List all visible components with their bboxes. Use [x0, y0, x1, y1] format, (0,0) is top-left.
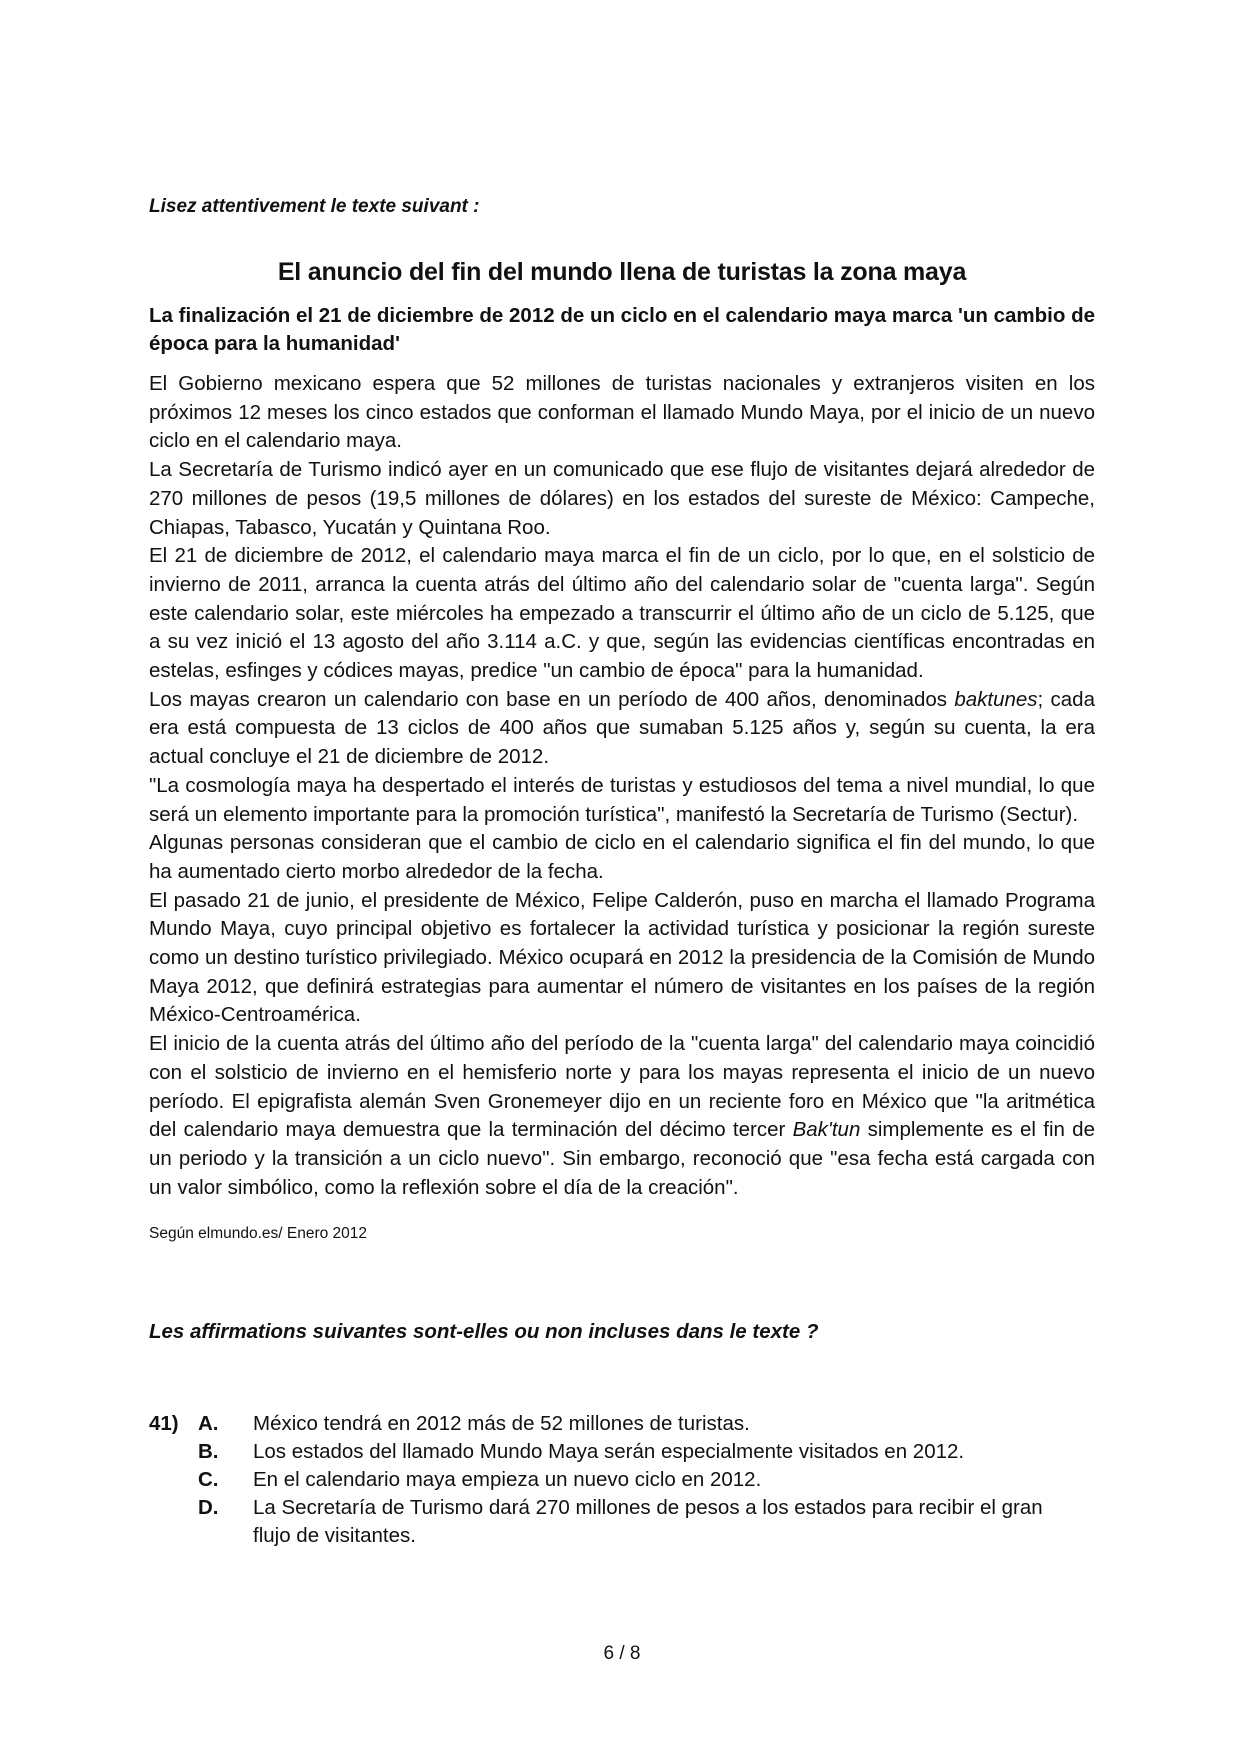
- option-c: [149, 1466, 1095, 1494]
- paragraph-4-text-a: Los mayas crearon un calendario con base en un período de 400 años, denominados: [149, 687, 955, 711]
- paragraph-8: [149, 1030, 1095, 1202]
- question-instruction: Les affirmations suivantes sont-elles ou non incluses dans le texte ?: [149, 1320, 819, 1343]
- paragraph-7: El pasado 21 de junio, el presidente de México, Felipe Calderón, puso en marcha el llamado Programa Mundo Maya, cuyo principal objetivo es fortalecer la actividad turística y posicionar la región sureste como un destino turístico privilegiado. México ocupará en 2012 la presidencia de la Comisión de Mundo Maya 2012, que definirá estrategias para aumentar el número de visitantes en los países de la región México-Centroamérica.: [149, 888, 1095, 1027]
- option-text: La Secretaría de Turismo dará 270 millones de pesos a los estados para recibir el gran flujo de visitantes.: [253, 1496, 1043, 1547]
- paragraph-6: Algunas personas consideran que el cambio de ciclo en el calendario significa el fin del mundo, lo que ha aumentado cierto morbo alrededor de la fecha.: [149, 831, 1095, 883]
- paragraph-1: El Gobierno mexicano espera que 52 millones de turistas nacionales y extranjeros visiten en los próximos 12 meses los cinco estados que conforman el llamado Mundo Maya, por el inicio de un nuevo ciclo en el calendario maya.: [149, 372, 1095, 453]
- article-subtitle: La finalización el 21 de diciembre de 2012 de un ciclo en el calendario maya marca 'un cambio de época para la humanidad': [149, 304, 1095, 355]
- paragraph-3: El 21 de diciembre de 2012, el calendario maya marca el fin de un ciclo, por lo que, en el solsticio de invierno de 2011, arranca la cuenta atrás del último año del calendario solar de "cuenta larga". Según este calendario solar, este miércoles ha empezado a transcurrir el último año de un ciclo de 5.125, que a su vez inició el 13 agosto del año 3.114 a.C. y que, según las evidencias científicas encontradas en estelas, esfinges y códices mayas, predice "un cambio de época" para la humanidad.: [149, 544, 1095, 683]
- article-source: Según elmundo.es/ Enero 2012: [149, 1225, 368, 1242]
- option-letter: B.: [198, 1440, 219, 1463]
- option-text: En el calendario maya empieza un nuevo ciclo en 2012.: [253, 1468, 762, 1491]
- reading-instruction: Lisez attentivement le texte suivant :: [149, 196, 480, 217]
- paragraph-8-emphasis: Bak'tun: [792, 1118, 861, 1142]
- page-number: 6 / 8: [603, 1643, 641, 1664]
- paragraph-4: [149, 686, 1095, 772]
- question-number: 41): [149, 1412, 179, 1435]
- option-text: México tendrá en 2012 más de 52 millones de turistas.: [253, 1412, 750, 1435]
- option-d: [149, 1494, 1095, 1550]
- question-41: [149, 1410, 1095, 1550]
- option-letter: A.: [198, 1412, 219, 1435]
- paragraph-4-text-b: ; cada era está compuesta de 13 ciclos de 400 años que sumaban 5.125 años y, según su cuenta, la era actual concluye el 21 de diciembre de 2012.: [149, 687, 1095, 769]
- article-body: [149, 370, 1095, 1202]
- paragraph-2: La Secretaría de Turismo indicó ayer en un comunicado que ese flujo de visitantes dejará alrededor de 270 millones de pesos (19,5 millones de dólares) en los estados del sureste de México: Campeche, Chiapas, Tabasco, Yucatán y Quintana Roo.: [149, 458, 1095, 539]
- article-title: El anuncio del fin del mundo llena de turistas la zona maya: [277, 258, 967, 286]
- paragraph-4-emphasis: baktunes: [954, 687, 1038, 711]
- option-text: Los estados del llamado Mundo Maya serán especialmente visitados en 2012.: [253, 1440, 965, 1463]
- option-letter: D.: [198, 1496, 219, 1519]
- option-b: [149, 1438, 1095, 1466]
- paragraph-5: "La cosmología maya ha despertado el interés de turistas y estudiosos del tema a nivel mundial, lo que será un elemento importante para la promoción turística", manifestó la Secretaría de Turismo (Sectur).: [149, 773, 1095, 826]
- option-a: [149, 1410, 1095, 1438]
- document-page: [149, 0, 1095, 1754]
- paragraph-8-text-a: El inicio de la cuenta atrás del último año del período de la "cuenta larga" del calendario maya coincidió con el solsticio de invierno en el hemisferio norte y para los mayas representa el inicio de un nuevo período. El epigrafista alemán Sven Gronemeyer dijo en un reciente foro en México que "la aritmética del calendario maya demuestra que la terminación del décimo tercer: [149, 1032, 1095, 1142]
- paragraph-8-text-b: simplemente es el fin de un periodo y la transición a un ciclo nuevo". Sin embargo, reconoció que "esa fecha está cargada con un valor simbólico, como la reflexión sobre el día de la creación".: [149, 1118, 1095, 1199]
- option-letter: C.: [198, 1468, 219, 1491]
